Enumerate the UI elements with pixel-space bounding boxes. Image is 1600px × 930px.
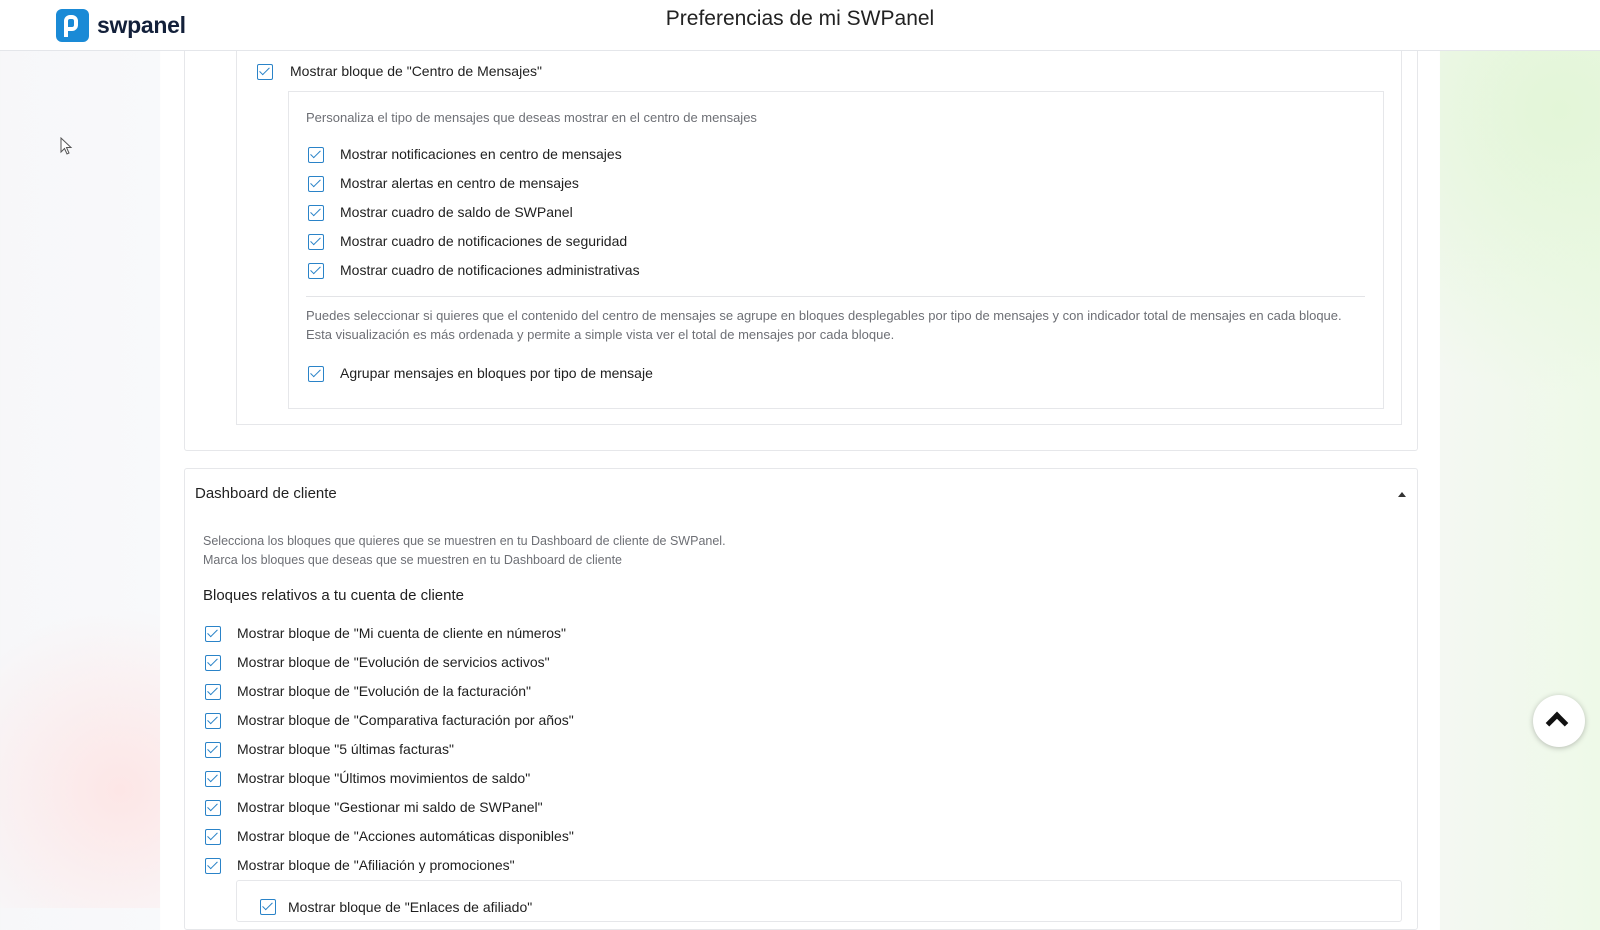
block-manage-balance-label: Mostrar bloque "Gestionar mi saldo de SWPanel" [237, 799, 543, 815]
block-account-numbers-label: Mostrar bloque de "Mi cuenta de cliente en números" [237, 625, 567, 641]
alerts-checkbox[interactable] [308, 176, 324, 192]
message-types-intro: Personaliza el tipo de mensajes que deseas mostrar en el centro de mensajes [306, 110, 757, 125]
block-billing-evolution-checkbox[interactable] [205, 684, 221, 700]
top-bar [0, 0, 1600, 51]
block-active-services-checkbox[interactable] [205, 655, 221, 671]
block-last-invoices-checkbox[interactable] [205, 742, 221, 758]
block-billing-comparison-checkbox[interactable] [205, 713, 221, 729]
admin-notifications-checkbox[interactable] [308, 263, 324, 279]
block-account-numbers-checkbox[interactable] [205, 626, 221, 642]
dashboard-accordion-title[interactable]: Dashboard de cliente [195, 485, 337, 502]
caret-up-icon[interactable] [1398, 492, 1406, 497]
mouse-pointer-icon [60, 137, 74, 157]
block-affiliation-checkbox[interactable] [205, 858, 221, 874]
client-account-blocks-heading: Bloques relativos a tu cuenta de cliente [203, 587, 464, 604]
page-title: Preferencias de mi SWPanel [665, 7, 935, 30]
notifications-checkbox[interactable] [308, 147, 324, 163]
dashboard-description [203, 532, 726, 570]
dashboard-description-line-2: Marca los bloques que deseas que se muestren en tu Dashboard de cliente [203, 553, 623, 567]
grouping-description [306, 306, 1370, 344]
message-types-box [288, 91, 1384, 409]
message-center-label: Mostrar bloque de "Centro de Mensajes" [290, 63, 542, 79]
block-billing-comparison-label: Mostrar bloque de "Comparativa facturación por años" [237, 712, 574, 728]
block-automatic-actions-label: Mostrar bloque de "Acciones automáticas disponibles" [237, 828, 574, 844]
background-decoration-left [0, 560, 160, 908]
security-notifications-checkbox[interactable] [308, 234, 324, 250]
block-automatic-actions-checkbox[interactable] [205, 829, 221, 845]
notifications-label: Mostrar notificaciones en centro de mensajes [340, 146, 622, 162]
affiliate-links-label: Mostrar bloque de "Enlaces de afiliado" [288, 899, 533, 915]
block-active-services-label: Mostrar bloque de "Evolución de servicios activos" [237, 654, 550, 670]
block-manage-balance-checkbox[interactable] [205, 800, 221, 816]
chevron-up-icon [1546, 712, 1569, 735]
affiliate-links-checkbox[interactable] [260, 899, 276, 915]
block-affiliation-label: Mostrar bloque de "Afiliación y promociones" [237, 857, 515, 873]
alerts-label: Mostrar alertas en centro de mensajes [340, 175, 579, 191]
background-decoration-right [1440, 50, 1600, 470]
group-messages-label: Agrupar mensajes en bloques por tipo de mensaje [340, 365, 653, 381]
block-last-invoices-label: Mostrar bloque "5 últimas facturas" [237, 741, 454, 757]
dashboard-description-line-1: Selecciona los bloques que quieres que se muestren en tu Dashboard de cliente de SWPanel. [203, 534, 726, 548]
divider [306, 296, 1365, 297]
block-balance-movements-label: Mostrar bloque "Últimos movimientos de saldo" [237, 770, 531, 786]
brand-name: swpanel [97, 12, 186, 38]
admin-notifications-label: Mostrar cuadro de notificaciones administrativas [340, 262, 640, 278]
block-balance-movements-checkbox[interactable] [205, 771, 221, 787]
scroll-to-top-button[interactable] [1533, 695, 1585, 747]
group-messages-checkbox[interactable] [308, 366, 324, 382]
balance-box-label: Mostrar cuadro de saldo de SWPanel [340, 204, 573, 220]
grouping-description-line-2: Esta visualización es más ordenada y permite a simple vista ver el total de mensajes por cada bloque. [306, 327, 895, 342]
balance-box-checkbox[interactable] [308, 205, 324, 221]
block-billing-evolution-label: Mostrar bloque de "Evolución de la facturación" [237, 683, 531, 699]
message-center-checkbox[interactable] [257, 64, 273, 80]
security-notifications-label: Mostrar cuadro de notificaciones de seguridad [340, 233, 628, 249]
grouping-description-line-1: Puedes seleccionar si quieres que el contenido del centro de mensajes se agrupe en bloques desplegables por tipo de mensajes y con indicador total de mensajes en cada bloque. [306, 308, 1342, 323]
